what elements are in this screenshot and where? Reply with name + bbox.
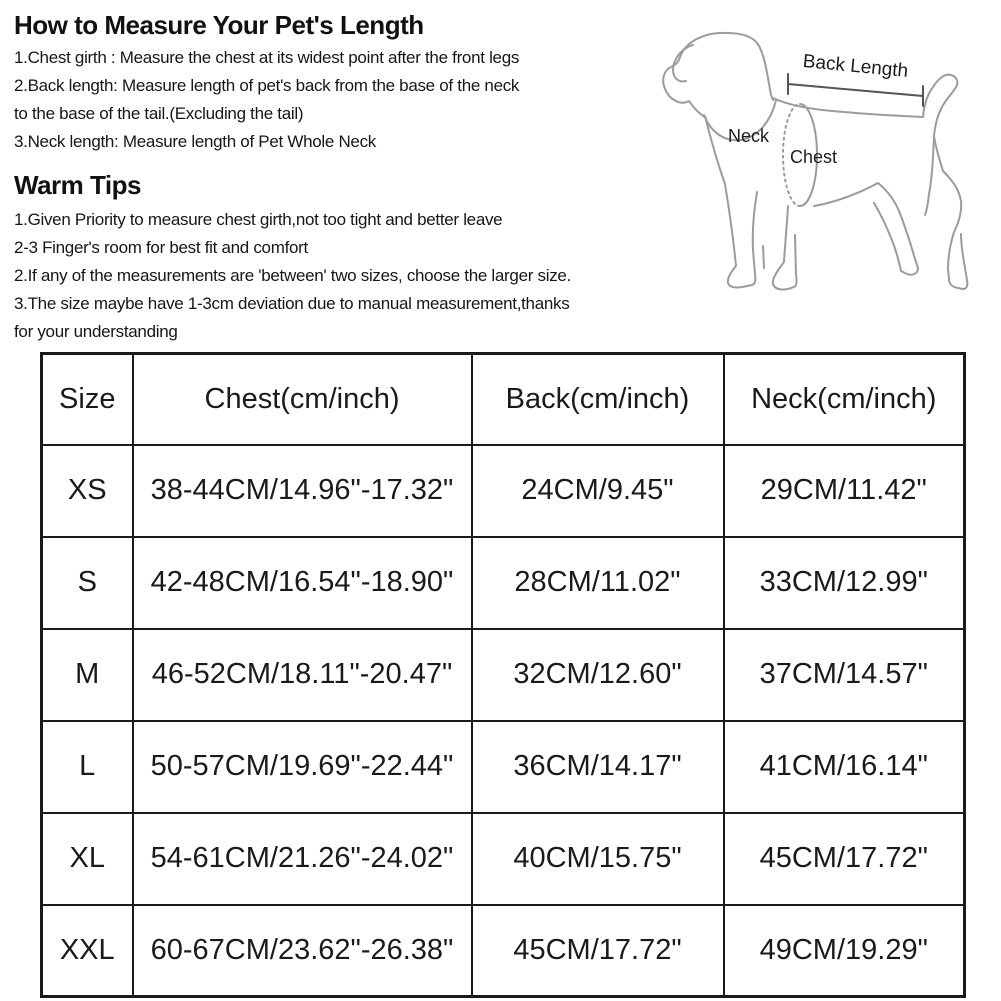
chest-label: Chest (790, 147, 838, 167)
size-cell: L (42, 721, 133, 813)
warm-tips-list (14, 206, 571, 346)
dog-leg-separation-line (763, 246, 764, 268)
tip-line: 2.If any of the measurements are 'between' two sizes, choose the larger size. (14, 266, 571, 285)
neck-cell: 41CM/16.14" (724, 721, 965, 813)
chest-cell: 54-61CM/21.26"-24.02" (133, 813, 472, 905)
chest-cell: 60-67CM/23.62"-26.38" (133, 905, 472, 997)
col-header-size: Size (42, 354, 133, 445)
dog-tail (923, 75, 957, 171)
neck-cell: 29CM/11.42" (724, 445, 965, 537)
back-cell: 40CM/15.75" (472, 813, 724, 905)
instruction-line: 1.Chest girth : Measure the chest at its widest point after the front legs (14, 48, 520, 67)
measure-line (788, 84, 923, 96)
col-header-neck: Neck(cm/inch) (724, 354, 965, 445)
size-cell: XXL (42, 905, 133, 997)
measure-instructions (14, 44, 519, 156)
back-cell: 24CM/9.45" (472, 445, 724, 537)
neck-cell: 49CM/19.29" (724, 905, 965, 997)
back-cell: 32CM/12.60" (472, 629, 724, 721)
table-header-row (42, 354, 965, 445)
back-cell: 36CM/14.17" (472, 721, 724, 813)
neck-cell: 45CM/17.72" (724, 813, 965, 905)
size-table (40, 352, 966, 998)
table-row (42, 905, 965, 997)
instruction-line: 2.Back length: Measure length of pet's back from the base of the neck (14, 76, 520, 95)
dog-thigh-line (925, 136, 934, 215)
measure-guide-heading: How to Measure Your Pet's Length (14, 10, 424, 40)
tip-line: for your understanding (14, 322, 178, 341)
col-header-chest: Chest(cm/inch) (133, 354, 472, 445)
table-row (42, 629, 965, 721)
chest-cell: 38-44CM/14.96"-17.32" (133, 445, 472, 537)
dog-hind-leg-far (943, 171, 967, 289)
table-row (42, 721, 965, 813)
back-cell: 28CM/11.02" (472, 537, 724, 629)
tip-line: 1.Given Priority to measure chest girth,not too tight and better leave (14, 210, 503, 229)
size-cell: M (42, 629, 133, 721)
dog-head-outline (663, 33, 773, 118)
table-row (42, 445, 965, 537)
table-row (42, 813, 965, 905)
size-cell: XL (42, 813, 133, 905)
dog-measurement-diagram (660, 20, 1001, 335)
chest-cell: 42-48CM/16.54"-18.90" (133, 537, 472, 629)
size-cell: XS (42, 445, 133, 537)
dog-front-leg-far (773, 206, 797, 289)
chest-cell: 50-57CM/19.69"-22.44" (133, 721, 472, 813)
tip-line: 3.The size maybe have 1-3cm deviation due to manual measurement,thanks (14, 294, 570, 313)
warm-tips-heading: Warm Tips (14, 170, 141, 200)
tip-line: 2-3 Finger's room for best fit and comfort (14, 238, 308, 257)
back-length-label: Back Length (801, 51, 910, 83)
dog-belly-line (814, 183, 878, 206)
table-row (42, 537, 965, 629)
neck-cell: 33CM/12.99" (724, 537, 965, 629)
neck-cell: 37CM/14.57" (724, 629, 965, 721)
instruction-line: to the base of the tail.(Excluding the tail) (14, 104, 304, 123)
back-cell: 45CM/17.72" (472, 905, 724, 997)
dog-back-line (773, 98, 923, 117)
size-cell: S (42, 537, 133, 629)
col-header-back: Back(cm/inch) (472, 354, 724, 445)
neck-label: Neck (728, 126, 770, 146)
chest-cell: 46-52CM/18.11"-20.47" (133, 629, 472, 721)
dog-hind-leg-near (874, 183, 918, 275)
instruction-line: 3.Neck length: Measure length of Pet Whole Neck (14, 132, 376, 151)
